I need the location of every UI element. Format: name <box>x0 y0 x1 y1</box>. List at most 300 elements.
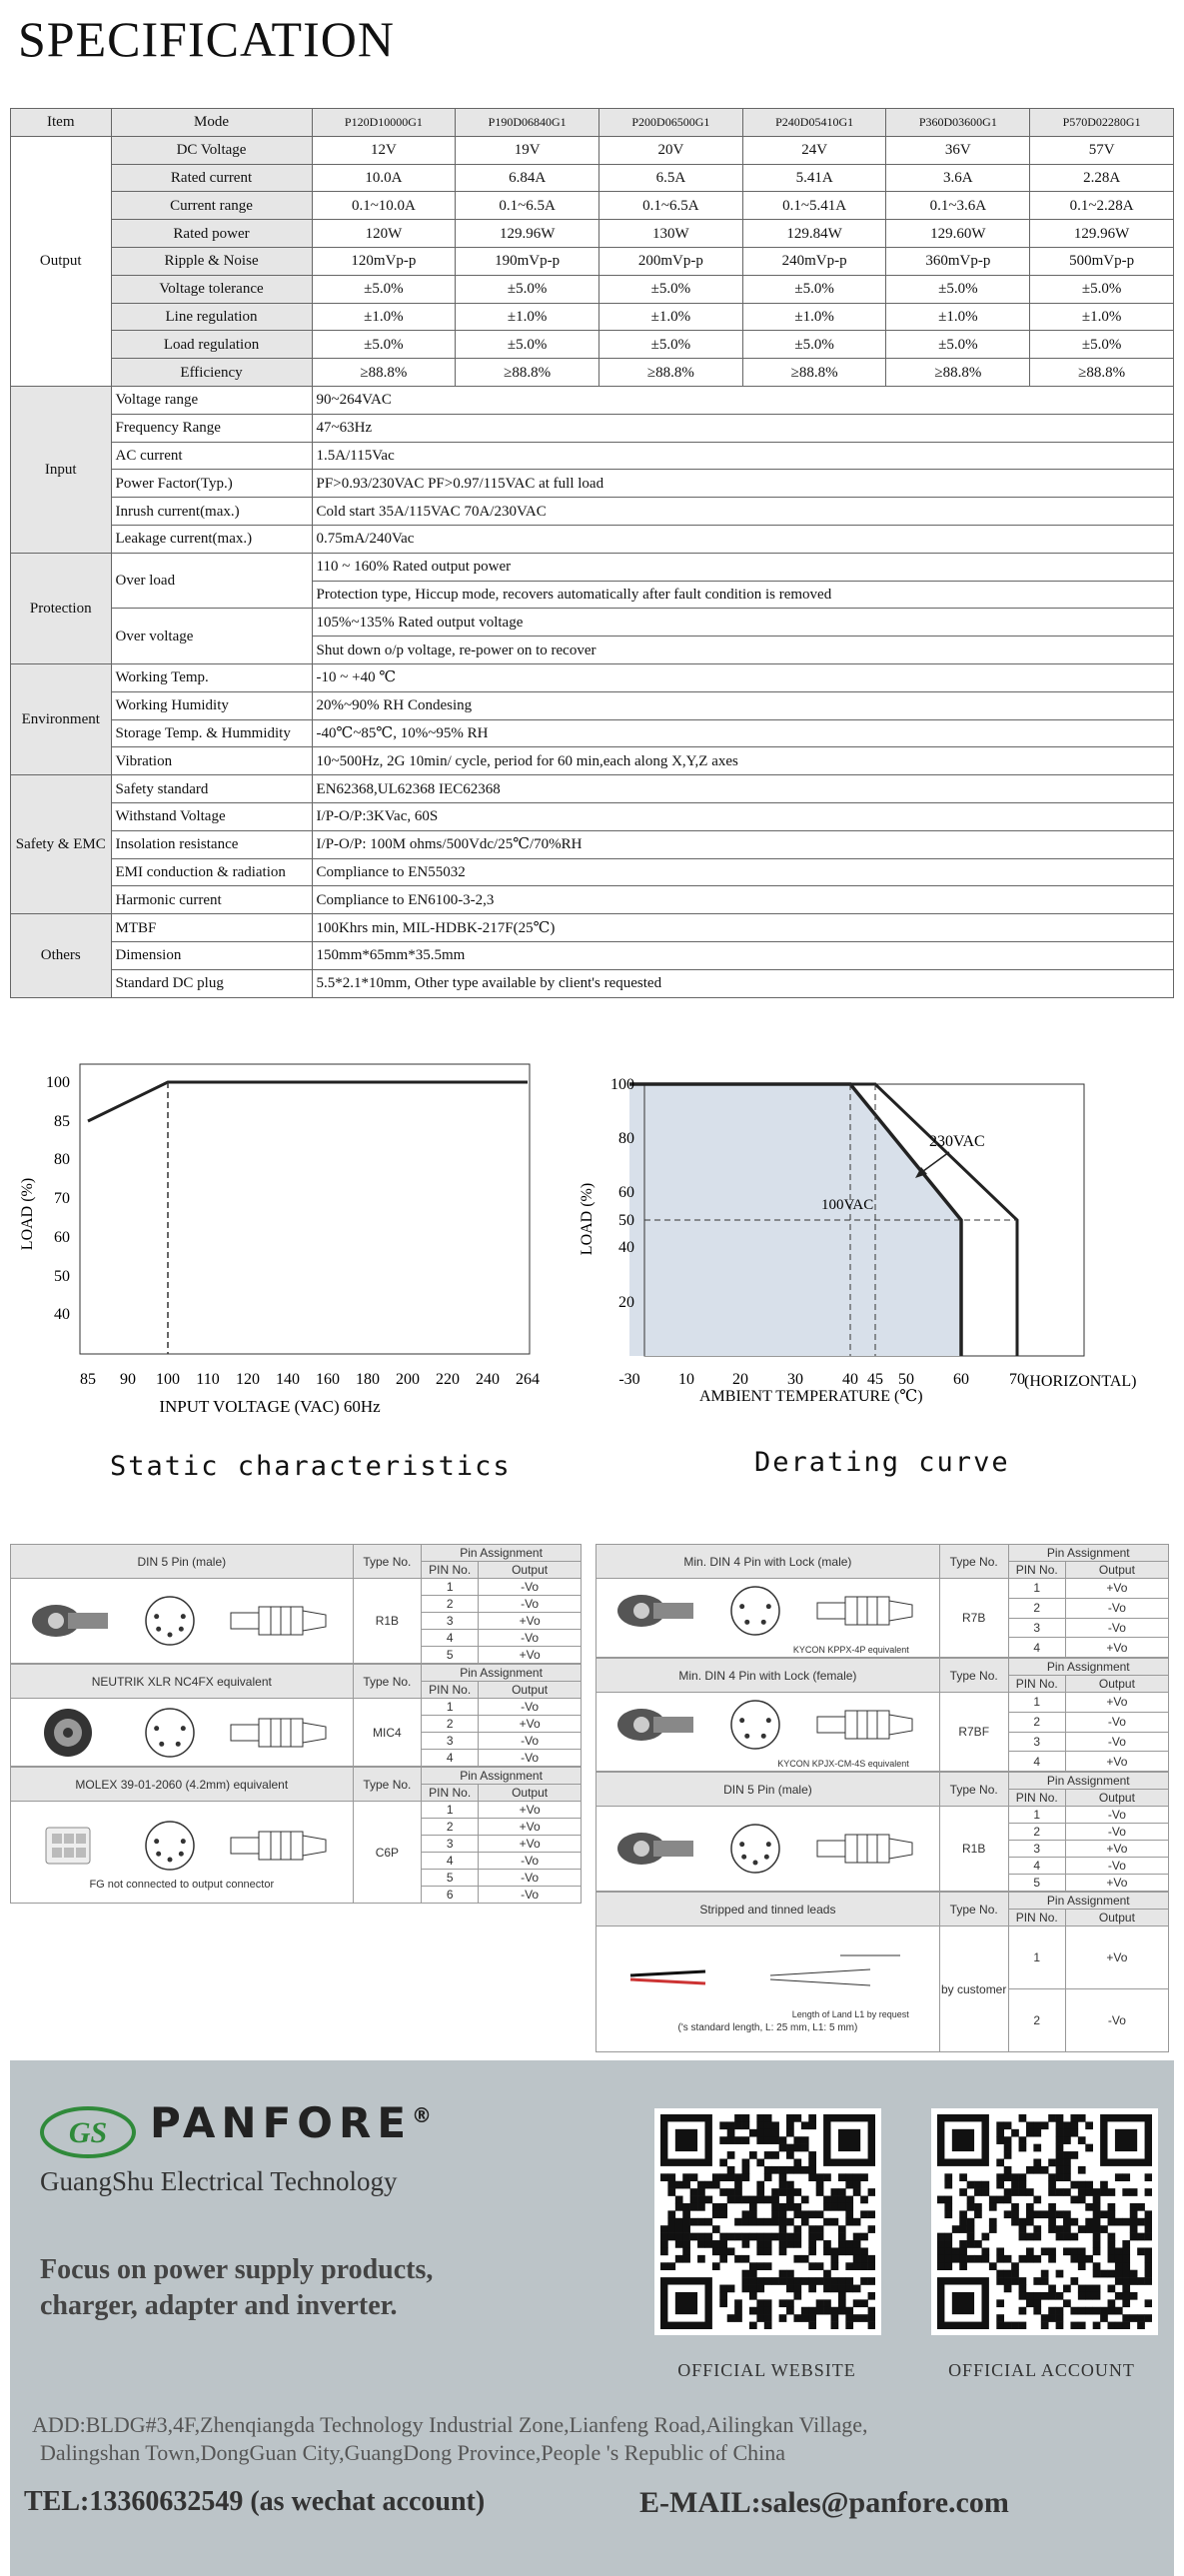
pin-face-diagram-icon <box>140 1703 200 1763</box>
x-tick-label: 20 <box>732 1371 748 1388</box>
connector-note: Length of Land L1 by request <box>791 2008 909 2019</box>
cell-value: ≥88.8% <box>312 359 456 387</box>
connector-image-cell <box>596 1693 940 1772</box>
pin-assignment-header: Pin Assignment <box>422 1665 582 1682</box>
row-value: 1.5A/115Vac <box>312 442 1173 470</box>
row-value: I/P-O/P: 100M ohms/500Vdc/25℃/70%RH <box>312 830 1173 858</box>
output-header: Output <box>479 1785 582 1802</box>
cell-value: 200mVp-p <box>599 247 743 275</box>
pin-number: 2 <box>1008 1598 1065 1618</box>
row-value: 105%~135% Rated output voltage <box>312 609 1173 637</box>
cell-value: 500mVp-p <box>1030 247 1174 275</box>
row-value: -40℃~85℃, 10%~95% RH <box>312 719 1173 747</box>
pin-number: 2 <box>422 1716 479 1733</box>
type-no: R7BF <box>939 1693 1008 1772</box>
cell-value: ±5.0% <box>886 275 1030 303</box>
pin-no-header: PIN No. <box>422 1562 479 1579</box>
pin-number: 3 <box>422 1613 479 1630</box>
pin-output: +Vo <box>479 1819 582 1836</box>
row-label: Harmonic current <box>111 886 312 914</box>
row-label: Inrush current(max.) <box>111 498 312 526</box>
x-tick-label: 100 <box>156 1371 180 1388</box>
connector-image-cell <box>596 1807 940 1892</box>
x-tick-label: 50 <box>898 1371 914 1388</box>
cell-value: 57V <box>1030 136 1174 164</box>
row-value: EN62368,UL62368 IEC62368 <box>312 775 1173 803</box>
website-label: OFFICIAL WEBSITE <box>677 2360 856 2380</box>
cell-value: ±1.0% <box>312 303 456 331</box>
x-tick-label: 85 <box>80 1371 96 1388</box>
x-tick-label: 120 <box>236 1371 260 1388</box>
output-header: Output <box>1065 1910 1168 1927</box>
email-link[interactable]: E-MAIL:sales@panfore.com <box>639 2486 1009 2519</box>
group-others: Others <box>11 914 112 997</box>
connector-note: KYCON KPJX-CM-4S equivalent <box>777 1759 909 1769</box>
y-tick-label: 20 <box>618 1294 634 1311</box>
pin-number: 3 <box>422 1733 479 1750</box>
pin-output: +Vo <box>1065 1693 1168 1713</box>
connector-image-cell <box>596 1927 940 2052</box>
pin-no-header: PIN No. <box>1008 1910 1065 1927</box>
connector-side-drawing-icon <box>812 1695 922 1755</box>
connector-table-right <box>595 1544 1169 2052</box>
pin-output: -Vo <box>1065 1598 1168 1618</box>
pin-face-diagram-icon <box>725 1581 785 1641</box>
connector-photo-icon <box>28 1816 114 1876</box>
cell-value: ±5.0% <box>1030 275 1174 303</box>
derating-curve-chart <box>570 1044 1179 1474</box>
series-label-230vac: 230VAC <box>929 1133 985 1150</box>
y-tick-label: 100 <box>46 1074 70 1091</box>
connector-name: DIN 5 Pin (male) <box>596 1773 940 1807</box>
pin-number: 6 <box>422 1887 479 1904</box>
pin-output: +Vo <box>1065 1875 1168 1892</box>
type-no-header: Type No. <box>939 1659 1008 1693</box>
connector-side-drawing-icon <box>812 1581 922 1641</box>
row-label: Current range <box>111 192 312 220</box>
pin-number: 1 <box>422 1699 479 1716</box>
pin-output: -Vo <box>479 1853 582 1870</box>
pin-number: 3 <box>1008 1732 1065 1752</box>
row-value: Shut down o/p voltage, re-power on to recover <box>312 637 1173 664</box>
x-tick-label: -30 <box>618 1371 640 1388</box>
connector-name: NEUTRIK XLR NC4FX equivalent <box>11 1665 354 1699</box>
cell-value: 10.0A <box>312 164 456 192</box>
pin-assignment-header: Pin Assignment <box>1008 1773 1168 1790</box>
row-value: 20%~90% RH Condesing <box>312 691 1173 719</box>
model-header: P240D05410G1 <box>742 109 886 137</box>
x-tick-label: 264 <box>516 1371 540 1388</box>
cell-value: ±5.0% <box>456 275 599 303</box>
type-no: R1B <box>939 1807 1008 1892</box>
x-tick-label: 40 <box>842 1371 858 1388</box>
row-value: I/P-O/P:3KVac, 60S <box>312 802 1173 830</box>
connector-name: Min. DIN 4 Pin with Lock (female) <box>596 1659 940 1693</box>
cell-value: 190mVp-p <box>456 247 599 275</box>
row-value: 100Khrs min, MIL-HDBK-217F(25℃) <box>312 914 1173 942</box>
y-tick-label: 80 <box>54 1151 70 1168</box>
series-label-100vac: 100VAC <box>821 1197 874 1213</box>
y-tick-label: 85 <box>54 1113 70 1130</box>
cell-value: 120mVp-p <box>312 247 456 275</box>
group-protection: Protection <box>11 553 112 663</box>
connector-side-drawing-icon <box>226 1591 336 1651</box>
row-value: 10~500Hz, 2G 10min/ cycle, period for 60 min,each along X,Y,Z axes <box>312 747 1173 775</box>
cell-value: 19V <box>456 136 599 164</box>
row-label: Voltage range <box>111 386 312 414</box>
cell-value: 20V <box>599 136 743 164</box>
pin-face-diagram-icon <box>725 1819 785 1879</box>
row-value: Compliance to EN55032 <box>312 858 1173 886</box>
cell-value: 129.96W <box>1030 220 1174 248</box>
type-no-header: Type No. <box>353 1768 422 1802</box>
x-tick-label: 30 <box>787 1371 803 1388</box>
slogan-line-2: charger, adapter and inverter. <box>40 2290 398 2321</box>
pin-output: -Vo <box>1065 1824 1168 1841</box>
group-output: Output <box>11 136 112 386</box>
registered-mark: ® <box>412 2103 439 2127</box>
cell-value: 130W <box>599 220 743 248</box>
type-no: R1B <box>353 1579 422 1664</box>
row-label: Withstand Voltage <box>111 802 312 830</box>
type-no-header: Type No. <box>939 1773 1008 1807</box>
pin-number: 2 <box>1008 1712 1065 1732</box>
cell-value: ±1.0% <box>1030 303 1174 331</box>
row-value: 150mm*65mm*35.5mm <box>312 941 1173 969</box>
pin-assignment-header: Pin Assignment <box>422 1768 582 1785</box>
pin-number: 3 <box>422 1836 479 1853</box>
pin-output: +Vo <box>1065 1841 1168 1858</box>
pin-number: 5 <box>422 1647 479 1664</box>
cell-value: 129.96W <box>456 220 599 248</box>
connector-table-left <box>10 1544 582 1904</box>
pin-face-diagram-icon <box>140 1816 200 1876</box>
x-axis-suffix: (HORIZONTAL) <box>1024 1373 1137 1390</box>
pin-assignment-header: Pin Assignment <box>1008 1659 1168 1676</box>
x-axis-label: INPUT VOLTAGE (VAC) 60Hz <box>159 1397 381 1416</box>
row-label: Over load <box>111 553 312 609</box>
output-header: Output <box>1065 1790 1168 1807</box>
telephone[interactable]: TEL:13360632549 (as wechat account) <box>24 2486 486 2517</box>
row-label: Load regulation <box>111 331 312 359</box>
pin-number: 1 <box>1008 1927 1065 1989</box>
output-header: Output <box>479 1682 582 1699</box>
page-title: SPECIFICATION <box>18 11 395 67</box>
row-value: Protection type, Hiccup mode, recovers automatically after fault condition is removed <box>312 581 1173 609</box>
row-label: Safety standard <box>111 775 312 803</box>
pin-output: -Vo <box>479 1630 582 1647</box>
y-tick-label: 80 <box>618 1130 634 1147</box>
cell-value: 3.6A <box>886 164 1030 192</box>
pin-output: -Vo <box>1065 1989 1168 2052</box>
connector-photo-icon <box>613 1581 699 1641</box>
y-tick-label: 70 <box>54 1190 70 1207</box>
cell-value: 12V <box>312 136 456 164</box>
output-header: Output <box>479 1562 582 1579</box>
connector-name: MOLEX 39-01-2060 (4.2mm) equivalent <box>11 1768 354 1802</box>
x-tick-label: 140 <box>276 1371 300 1388</box>
pin-number: 3 <box>1008 1841 1065 1858</box>
connector-photo-icon <box>613 1695 699 1755</box>
pin-assignment-header: Pin Assignment <box>422 1545 582 1562</box>
x-tick-label: 110 <box>196 1371 220 1388</box>
type-no-header: Type No. <box>353 1665 422 1699</box>
model-header: P570D02280G1 <box>1030 109 1174 137</box>
connector-name: Min. DIN 4 Pin with Lock (male) <box>596 1545 940 1579</box>
x-tick-label: 45 <box>867 1371 883 1388</box>
pin-output: +Vo <box>479 1802 582 1819</box>
row-label: Power Factor(Typ.) <box>111 470 312 498</box>
account-label: OFFICIAL ACCOUNT <box>948 2360 1135 2380</box>
cell-value: ≥88.8% <box>886 359 1030 387</box>
pin-number: 3 <box>1008 1618 1065 1638</box>
row-label: MTBF <box>111 914 312 942</box>
cell-value: 36V <box>886 136 1030 164</box>
pin-output: -Vo <box>479 1750 582 1767</box>
y-tick-label: 40 <box>54 1306 70 1323</box>
x-tick-label: 180 <box>356 1371 380 1388</box>
cell-value: 6.84A <box>456 164 599 192</box>
cell-value: ±5.0% <box>599 331 743 359</box>
brand-name: PANFORE <box>150 2098 413 2147</box>
pin-output: +Vo <box>1065 1638 1168 1658</box>
row-value: 90~264VAC <box>312 386 1173 414</box>
pin-number: 4 <box>1008 1752 1065 1772</box>
y-axis-label: LOAD (%) <box>579 1182 595 1256</box>
output-header: Output <box>1065 1676 1168 1693</box>
cell-value: ±1.0% <box>599 303 743 331</box>
connector-photo-icon <box>613 1819 699 1879</box>
x-tick-label: 60 <box>953 1371 969 1388</box>
pin-output: -Vo <box>479 1579 582 1596</box>
pin-output: +Vo <box>479 1836 582 1853</box>
x-tick-label: 160 <box>316 1371 340 1388</box>
spec-table <box>10 108 1174 998</box>
pin-output: +Vo <box>1065 1752 1168 1772</box>
cell-value: ±5.0% <box>1030 331 1174 359</box>
cell-value: ≥88.8% <box>456 359 599 387</box>
company-name: GuangShu Electrical Technology <box>40 2166 398 2196</box>
address-line-1: ADD:BLDG#3,4F,Zhenqiangda Technology Industrial Zone,Lianfeng Road,Ailingkan Village, <box>32 2412 868 2437</box>
connector-note: KYCON KPPX-4P equivalent <box>792 1645 909 1655</box>
row-label: Rated power <box>111 220 312 248</box>
cell-value: ±1.0% <box>886 303 1030 331</box>
connector-photo-icon <box>28 1591 114 1651</box>
type-no-header: Type No. <box>939 1893 1008 1927</box>
pin-no-header: PIN No. <box>1008 1790 1065 1807</box>
row-label: Standard DC plug <box>111 969 312 997</box>
type-no: MIC4 <box>353 1699 422 1767</box>
output-header: Output <box>1065 1562 1168 1579</box>
row-label: Working Temp. <box>111 663 312 691</box>
x-tick-label: 10 <box>678 1371 694 1388</box>
connector-image-cell <box>11 1579 354 1664</box>
row-label: Working Humidity <box>111 691 312 719</box>
mode-header: Mode <box>111 109 312 137</box>
connector-image-cell <box>11 1699 354 1767</box>
pin-output: +Vo <box>479 1647 582 1664</box>
pin-output: +Vo <box>1065 1927 1168 1989</box>
connector-image-cell <box>11 1802 354 1904</box>
pin-output: -Vo <box>1065 1732 1168 1752</box>
row-label: Leakage current(max.) <box>111 525 312 553</box>
row-label: Ripple & Noise <box>111 247 312 275</box>
type-no-header: Type No. <box>939 1545 1008 1579</box>
pin-output: -Vo <box>479 1733 582 1750</box>
cell-value: ≥88.8% <box>1030 359 1174 387</box>
cell-value: 0.1~2.28A <box>1030 192 1174 220</box>
plot-frame <box>80 1064 530 1354</box>
y-axis-label: LOAD (%) <box>19 1177 36 1251</box>
item-header: Item <box>11 109 112 137</box>
model-header: P360D03600G1 <box>886 109 1030 137</box>
connector-name: Stripped and tinned leads <box>596 1893 940 1927</box>
type-no-header: Type No. <box>353 1545 422 1579</box>
row-value: PF>0.93/230VAC PF>0.97/115VAC at full load <box>312 470 1173 498</box>
pin-number: 2 <box>422 1596 479 1613</box>
pin-number: 4 <box>422 1750 479 1767</box>
address-line-2: Dalingshan Town,DongGuan City,GuangDong Province,People 's Republic of China <box>40 2440 786 2465</box>
account-qr-code[interactable] <box>931 2108 1158 2335</box>
cell-value: 0.1~6.5A <box>456 192 599 220</box>
cell-value: 2.28A <box>1030 164 1174 192</box>
pin-no-header: PIN No. <box>1008 1562 1065 1579</box>
row-label: DC Voltage <box>111 136 312 164</box>
connector-note: FG not connected to output connector <box>89 1878 275 1891</box>
pin-number: 4 <box>422 1853 479 1870</box>
row-value: Compliance to EN6100-3-2,3 <box>312 886 1173 914</box>
row-value: Cold start 35A/115VAC 70A/230VAC <box>312 498 1173 526</box>
y-tick-label: 40 <box>618 1239 634 1256</box>
row-label: AC current <box>111 442 312 470</box>
row-label: Dimension <box>111 941 312 969</box>
cell-value: ±1.0% <box>456 303 599 331</box>
cell-value: 129.60W <box>886 220 1030 248</box>
cell-value: 0.1~6.5A <box>599 192 743 220</box>
pin-output: +Vo <box>479 1716 582 1733</box>
type-no: by customer <box>939 1927 1008 2052</box>
svg-text:GS: GS <box>68 2116 108 2149</box>
pin-face-diagram-icon <box>725 1695 785 1755</box>
pin-number: 1 <box>1008 1693 1065 1713</box>
pin-output: -Vo <box>1065 1618 1168 1638</box>
pin-output: -Vo <box>479 1887 582 1904</box>
row-value: 47~63Hz <box>312 414 1173 442</box>
pin-output: +Vo <box>1065 1579 1168 1599</box>
row-label: Insolation resistance <box>111 830 312 858</box>
row-label: Frequency Range <box>111 414 312 442</box>
cell-value: ±5.0% <box>742 331 886 359</box>
cell-value: 5.41A <box>742 164 886 192</box>
connector-side-drawing-icon <box>226 1703 336 1763</box>
x-axis-label: AMBIENT TEMPERATURE (℃) <box>699 1388 923 1405</box>
y-tick-label: 60 <box>54 1229 70 1246</box>
pin-number: 1 <box>1008 1807 1065 1824</box>
cell-value: 360mVp-p <box>886 247 1030 275</box>
row-value: 5.5*2.1*10mm, Other type available by client's requested <box>312 969 1173 997</box>
type-no: C6P <box>353 1802 422 1904</box>
pin-number: 4 <box>1008 1858 1065 1875</box>
cell-value: ±5.0% <box>456 331 599 359</box>
pin-output: -Vo <box>1065 1807 1168 1824</box>
pin-number: 2 <box>1008 1989 1065 2052</box>
pin-number: 2 <box>1008 1824 1065 1841</box>
model-header: P190D06840G1 <box>456 109 599 137</box>
cell-value: ±5.0% <box>599 275 743 303</box>
pin-number: 2 <box>422 1819 479 1836</box>
footer <box>10 2060 1174 2576</box>
y-tick-label: 60 <box>618 1184 634 1201</box>
y-tick-label: 50 <box>54 1268 70 1285</box>
cell-value: ±5.0% <box>886 331 1030 359</box>
row-label: Rated current <box>111 164 312 192</box>
pin-number: 1 <box>422 1802 479 1819</box>
cell-value: ±5.0% <box>312 331 456 359</box>
slogan-line-1: Focus on power supply products, <box>40 2254 434 2285</box>
pin-number: 4 <box>422 1630 479 1647</box>
y-tick-label: 50 <box>618 1212 634 1229</box>
connector-name: DIN 5 Pin (male) <box>11 1545 354 1579</box>
pin-output: -Vo <box>1065 1858 1168 1875</box>
group-input: Input <box>11 386 112 553</box>
connector-image-cell <box>596 1579 940 1658</box>
pin-number: 5 <box>1008 1875 1065 1892</box>
pin-output: -Vo <box>479 1699 582 1716</box>
company-logo-icon <box>38 2102 148 2162</box>
cell-value: ±1.0% <box>742 303 886 331</box>
cell-value: 240mVp-p <box>742 247 886 275</box>
pin-output: -Vo <box>479 1596 582 1613</box>
pin-output: -Vo <box>479 1870 582 1887</box>
cell-value: 24V <box>742 136 886 164</box>
row-label: Voltage tolerance <box>111 275 312 303</box>
pin-face-diagram-icon <box>140 1591 200 1651</box>
website-qr-code[interactable] <box>654 2108 881 2335</box>
row-label: EMI conduction & radiation <box>111 858 312 886</box>
static-chart-caption: Static characteristics <box>110 1451 512 1482</box>
pin-no-header: PIN No. <box>422 1785 479 1802</box>
y-tick-label: 100 <box>610 1076 634 1093</box>
model-header: P200D06500G1 <box>599 109 743 137</box>
x-tick-label: 90 <box>120 1371 136 1388</box>
row-value: -10 ~ +40 ℃ <box>312 663 1173 691</box>
connector-note-2: ('s standard length, L: 25 mm, L1: 5 mm) <box>677 2021 858 2033</box>
type-no: R7B <box>939 1579 1008 1658</box>
cell-value: ±5.0% <box>312 275 456 303</box>
connector-side-drawing-icon <box>226 1816 336 1876</box>
pin-number: 1 <box>1008 1579 1065 1599</box>
derating-chart-caption: Derating curve <box>754 1447 1010 1478</box>
row-value: 110 ~ 160% Rated output power <box>312 553 1173 581</box>
x-tick-label: 70 <box>1009 1371 1025 1388</box>
x-tick-label: 220 <box>436 1371 460 1388</box>
cell-value: 6.5A <box>599 164 743 192</box>
static-characteristics-chart <box>10 1044 570 1474</box>
pin-number: 1 <box>422 1579 479 1596</box>
group-safety: Safety & EMC <box>11 775 112 914</box>
cell-value: ≥88.8% <box>599 359 743 387</box>
lead-drawing-icon <box>760 1945 910 2005</box>
pin-no-header: PIN No. <box>422 1682 479 1699</box>
cell-value: 0.1~10.0A <box>312 192 456 220</box>
pin-output: +Vo <box>479 1613 582 1630</box>
connector-photo-icon <box>28 1703 114 1763</box>
cell-value: 0.1~5.41A <box>742 192 886 220</box>
x-tick-label: 200 <box>396 1371 420 1388</box>
cell-value: ±5.0% <box>742 275 886 303</box>
pin-assignment-header: Pin Assignment <box>1008 1893 1168 1910</box>
row-label: Storage Temp. & Hummidity <box>111 719 312 747</box>
